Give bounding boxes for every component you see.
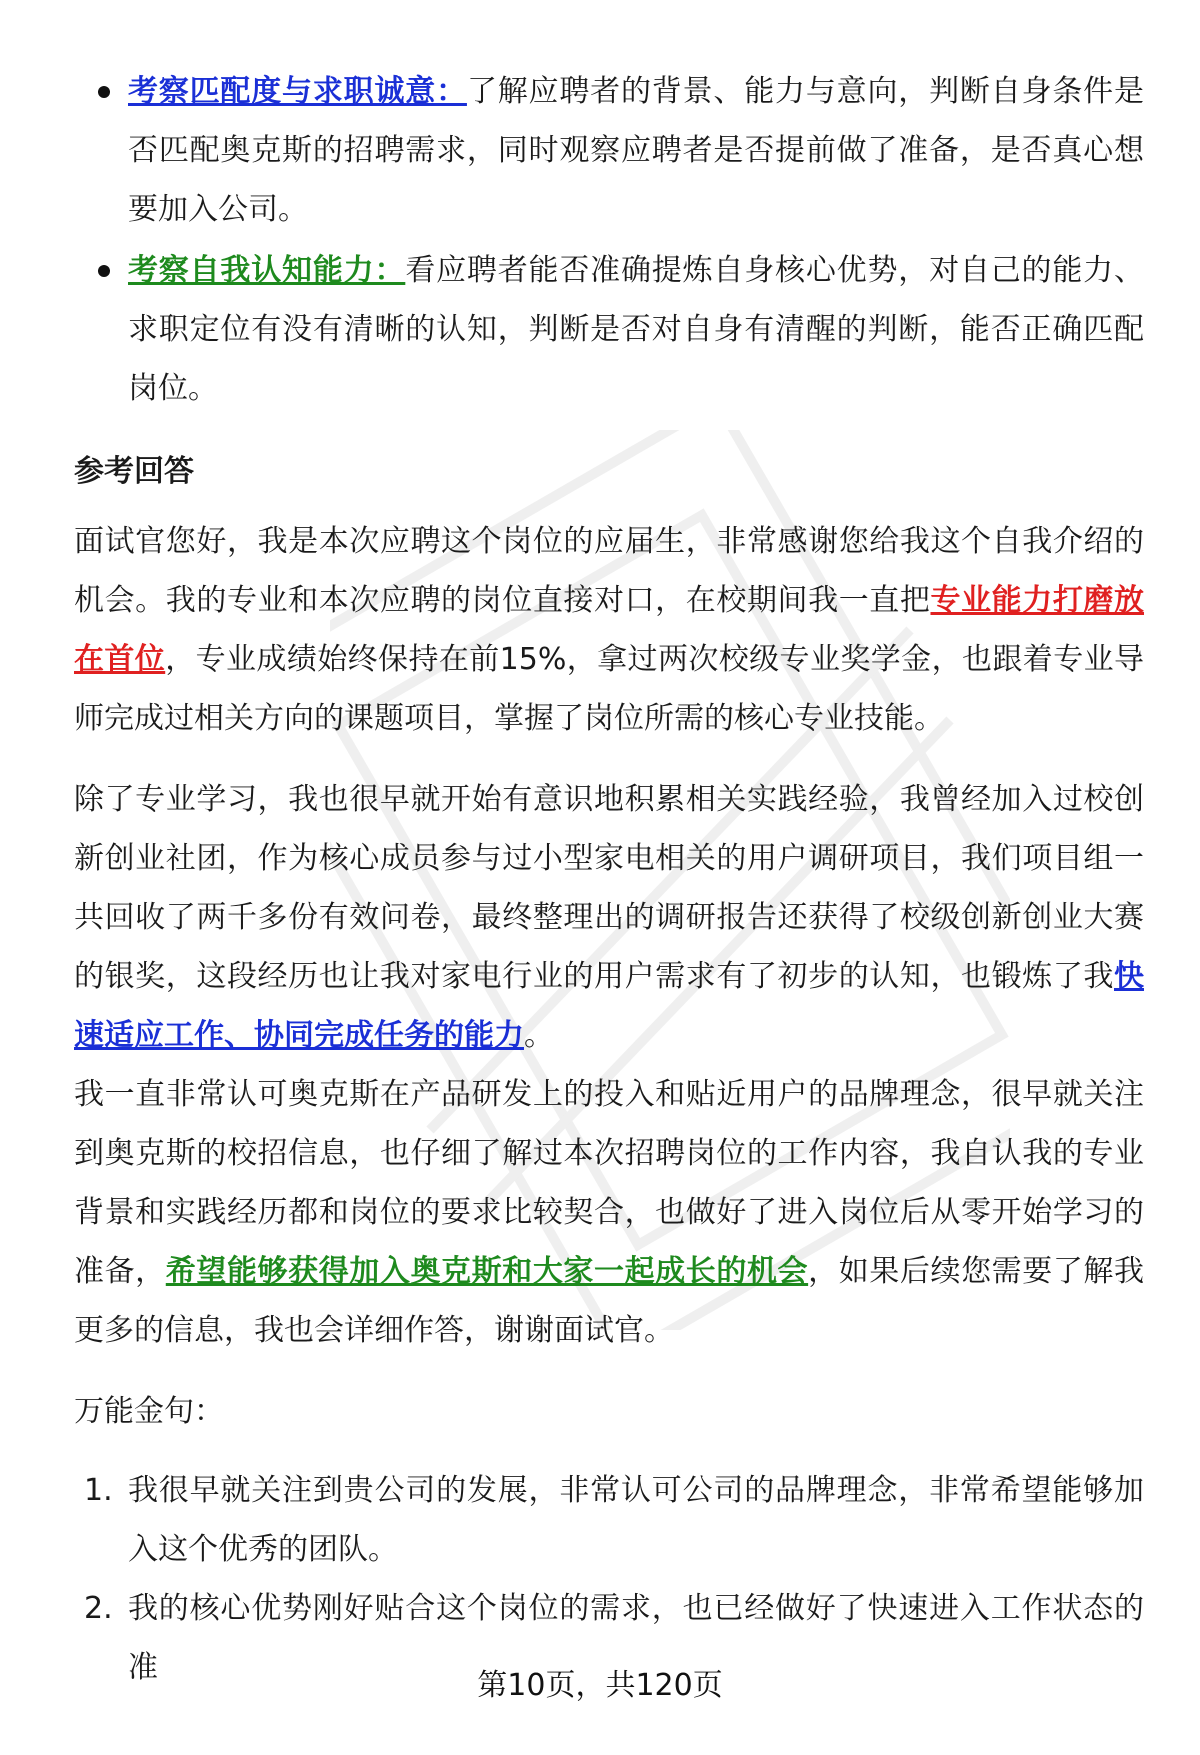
paragraph-text: 我一直非常认可奥克斯在产品研发上的投入和贴近用户的品牌理念，很早就关注到奥克斯的校招信息，也仔细了解过本次招聘岗位的工作内容，我自认我的专业背景和实践经历都和岗位的要求比较契合，也做好了进入岗位后从零开始学习的准备，	[74, 1077, 1144, 1289]
bullet-dot-icon	[98, 86, 110, 98]
golden-sentences-label: 万能金句：	[74, 1394, 224, 1429]
list-item	[74, 62, 1144, 239]
list-number: 2.	[84, 1591, 113, 1626]
bullet-label: 考察匹配度与求职诚意：	[128, 74, 467, 109]
section-title: 参考回答	[74, 454, 194, 489]
list-item-text: 我很早就关注到贵公司的发展，非常认可公司的品牌理念，非常希望能够加入这个优秀的团队。	[128, 1473, 1144, 1567]
paragraph-text: ，专业成绩始终保持在前15%，拿过两次校级专业奖学金，也跟着专业导师完成过相关方向的课题项目，掌握了岗位所需的核心专业技能。	[74, 642, 1144, 736]
answer-paragraph-1	[74, 512, 1144, 748]
bullet-list	[74, 62, 1144, 418]
list-item	[74, 241, 1144, 418]
bullet-dot-icon	[98, 265, 110, 277]
answer-paragraph-2	[74, 770, 1144, 1065]
golden-sentences-list	[74, 1461, 1144, 1697]
list-item-text: 我的核心优势刚好贴合这个岗位的需求，也已经做好了快速进入工作状态的准	[128, 1591, 1144, 1685]
bullet-text: 看应聘者能否准确提炼自身核心优势，对自己的能力、求职定位有没有清晰的认知，判断是否对自身有清醒的判断，能否正确匹配岗位。	[128, 253, 1144, 406]
paragraph-text: ，如果后续您需要了解我更多的信息，我也会详细作答，谢谢面试官。	[74, 1254, 1145, 1348]
highlight-text: 专业能力打磨放在首位	[74, 583, 1145, 677]
paragraph-text: 面试官您好，我是本次应聘这个岗位的应届生，非常感谢您给我这个自我介绍的机会。我的专业和本次应聘的岗位直接对口，在校期间我一直把	[74, 524, 1144, 618]
paragraph-text: 。	[524, 1018, 554, 1053]
bullet-text: 了解应聘者的背景、能力与意向，判断自身条件是否匹配奥克斯的招聘需求，同时观察应聘者是否提前做了准备，是否真心想要加入公司。	[128, 74, 1144, 227]
highlight-text: 希望能够获得加入奥克斯和大家一起成长的机会	[165, 1254, 809, 1289]
answer-paragraph-3	[74, 1065, 1144, 1360]
page-footer: 第10页，共120页	[477, 1668, 723, 1703]
page-content	[74, 62, 1144, 1697]
list-item	[74, 1461, 1144, 1579]
bullet-label: 考察自我认知能力：	[128, 253, 406, 288]
paragraph-text: 除了专业学习，我也很早就开始有意识地积累相关实践经验，我曾经加入过校创新创业社团，作为核心成员参与过小型家电相关的用户调研项目，我们项目组一共回收了两千多份有效问卷，最终整理出的调研报告还获得了校级创新创业大赛的银奖，这段经历也让我对家电行业的用户需求有了初步的认知，也锻炼了我	[74, 782, 1144, 994]
list-number: 1.	[84, 1473, 113, 1508]
highlight-text: 快速适应工作、协同完成任务的能力	[74, 959, 1144, 1053]
